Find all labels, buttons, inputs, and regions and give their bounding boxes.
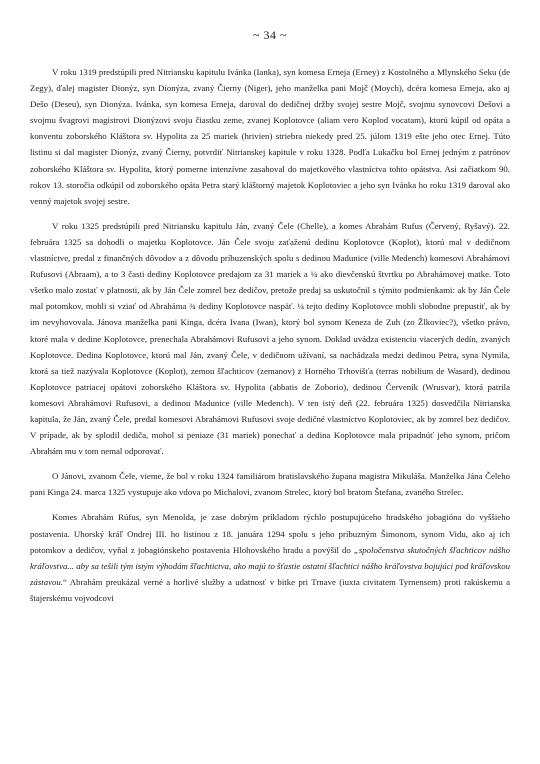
page-number: ~ 34 ~ bbox=[253, 28, 287, 42]
paragraph-4-text-b: “ Abrahám preukázal verné a horlivé služby a udatnosť v bitke pri Trnave (iuxta civitatem Tyrnensem) proti rakúskemu a štajerskému vojvodcovi bbox=[30, 576, 510, 603]
paragraph-1 bbox=[30, 64, 510, 209]
paragraph-2-text: V roku 1325 predstúpili pred Nitriansku kapitulu Ján, zvaný Čele (Chelle), a komes Abrahám Rufus (Červený, Ryšavý). 22. februára 1325 sa dohodli o majetku Koplotovce. Ján Čele svoju zaťaženú dedinu Koplotovce (Koplot), ktorú mal v dedičnom vlastníctve, predal z finančných dôvodov a z dôvodu príbuzenských spolu s dedinou Madunice (ville Medench) komesovi Abrahámovi Rufusovi (Abraam), a to 3 časti dediny Koplotovce predajom za 31 mariek a ¼ ako dievčenskú štvrtku po Abrahámovej matke. Toto všetko malo zostať v platnosti, ak by Ján Čele zomrel bez dedičov, pretože predaj sa uskutočnil s týmito podmienkami: ak by Ján Čele mal potomkov, mohli si vziať od Abraháma ¾ dediny Koplotovce naspäť. ¼ tejto dediny Koplotovce mohli slobodne prepustiť, ak by im nevyhovovala. Jánova manželka pani Kinga, dcéra Ivana (Iwan), ktorý bol synom Keneza de Zuh (zo Žlkoviec?), všetko právo, ktoré mala v dedine Koplotovce, prenechala Abrahámovi Rufusovi a jeho synom. Doklad uvádza existenciu viacerých dedín, zvaných Koplotovce. Dedina Koplotovce, ktorú mal Ján, zvaný Čele, v dedičnom užívaní, sa nachádzala medzi dedinou Petra, syna Nymila, ktorá sa tiež nazývala Koplotovce (Koplot), zemou šľachticov (zemanov) z Horného Trhovišťa (terras nobilium de Wasard), dedinou Koplotovce patriacej opátovi zoborského Kláštora sv. Hypolita (abbatis de Zoborio), dedinou Červeník (Wrusvar), ktorá patrila komesovi Abrahámovi Rufusovi, a dedinou Madunice (ville Medench). V ten istý deň (22. februára 1325) dosvedčila Nitrianska kapitula, že Ján, zvaný Čele, predal komesovi Abrahámovi Rufusovi svoje dedičné vlastníctvo Koplotoviec, ak by zomrel bez dedičov. V prípade, ak by splodil dediča, mohol si peniaze (31 mariek) ponechať a dedina Koplotovce mala pripadnúť jeho synom, pričom Abrahám mu v tom nemal odporovať. bbox=[30, 220, 510, 457]
paragraph-1-text: V roku 1319 predstúpili pred Nitriansku kapitulu Ivánka (Ianka), syn komesa Erneja (Erney) z Kostolného a Mlynského Seku (de Zegy), ďalej magister Dionýz, syn Dionýza, zvaný Čierny (Niger), jeho manželka pani Mojč (Moych), dcéra komesa Erneja, ako aj Dešo (Deseu), syn Dionýza. Ivánka, syn komesa Erneja, daroval do dedičnej držby svojej sestre Mojč, svojmu synovcovi Dešovi a svojmu švagrovi magistrovi Dionýzovi svoju čiastku zeme, zvanej Koplotovce (aliam vero Koplod vocatam), ktorú kúpil od opáta a konventu zoborského Kláštora sv. Hypolita za 25 mariek (hrivien) striebra niekedy pred 25. júlom 1319 ešte jeho otec Ernej. Túto listinu si dal magister Dionýz, zvaný Čierny, potvrdiť Nitrianskej kapitule v roku 1328. Podľa Lukačku bol Ernej jedným z patrónov zoborského Kláštora sv. Hypolita, ktorý pomerne intenzívne zasahoval do majetkového vlastníctva tohto opátstva. Asi začiatkom 90. rokov 13. storočia odkúpil od zoborského opáta Petra starý kláštorný majetok Koplotoviec a jeho syn Ivánka ho roku 1319 daroval ako venný majetok svojej sestre. bbox=[30, 67, 510, 206]
paragraph-4-quote: „spoločenstva skutočných šľachticov nášho kráľovstva... aby sa tešili tým istým výhodám šľachtictva, ako majú to šťastie ostatní šľachtici nášho kráľovstva bojujúci pod kráľovskou zástavou. bbox=[30, 544, 511, 587]
paragraph-4 bbox=[30, 509, 510, 606]
paragraph-3-text: O Jánovi, zvanom Čele, vieme, že bol v roku 1324 familiárom bratislavského župana magistra Mikuláša. Manželka Jána Čeleho pani Kinga 24. marca 1325 vystupuje ako vdova po Michalovi, zvanom Strelec, ktorý bol bratom Štefana, zvaného Strelec. bbox=[30, 471, 510, 498]
paragraph-4-text-a: Komes Abrahám Rúfus, syn Menolda, je zase dobrým príkladom rýchlo postupujúceho hradského jobagióna do vyššieho postavenia. Uhorský kráľ Ondrej III. ho listinou z 18. januára 1294 spolu s jeho príbuzným Šimonom, synom Vidu, ako aj ich potomkov a dedičov, vyňal z jobagiónskeho postavenia Hlohovského hradu a povýšil do bbox=[30, 512, 510, 555]
paragraph-3 bbox=[30, 468, 510, 500]
paragraph-2 bbox=[30, 218, 510, 459]
